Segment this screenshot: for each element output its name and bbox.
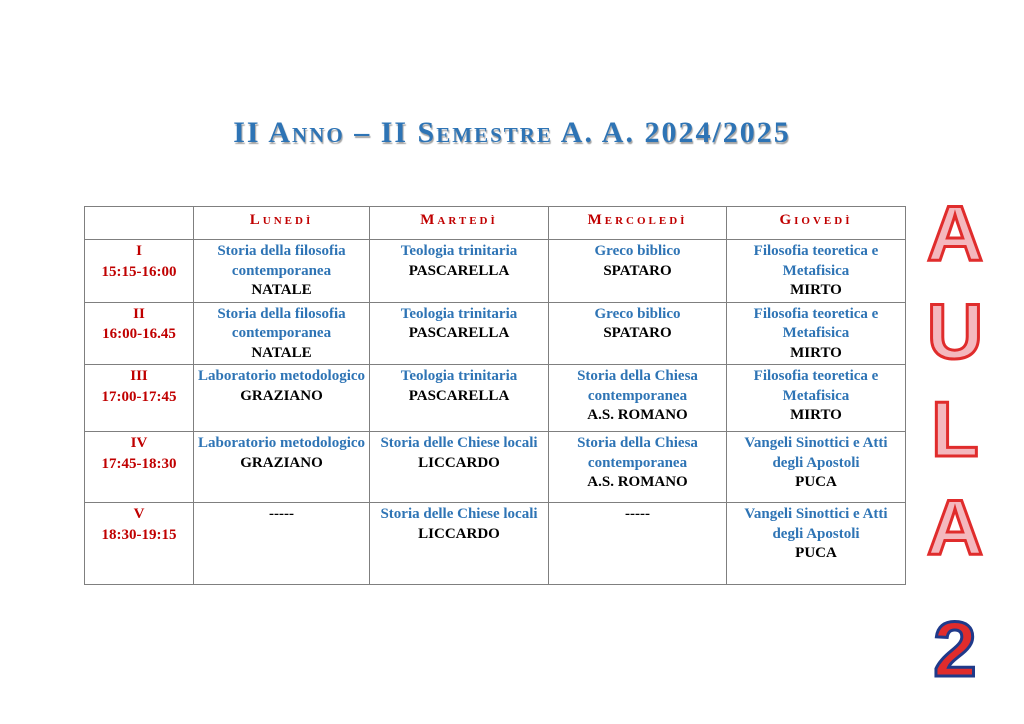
slot-time: 17:00-17:45 bbox=[101, 388, 177, 405]
corner-cell bbox=[85, 207, 194, 240]
table-row bbox=[85, 302, 906, 365]
lesson-cell bbox=[727, 302, 906, 365]
empty-slot: ----- bbox=[625, 506, 650, 523]
professor-name: MIRTO bbox=[790, 344, 842, 361]
subject-name: Storia della filosofia contemporanea bbox=[217, 305, 346, 342]
subject-name: Storia della Chiesa contemporanea bbox=[577, 435, 698, 471]
subject-name: Teologia trinitaria bbox=[400, 305, 518, 322]
professor-name: PASCARELLA bbox=[408, 387, 510, 404]
subject-name: Filosofia teoretica e Metafisica bbox=[753, 305, 879, 342]
day-header: Martedì bbox=[370, 207, 549, 240]
lesson-cell bbox=[194, 503, 370, 585]
aula-number: 2 bbox=[933, 605, 977, 693]
day-header: Lunedì bbox=[194, 207, 370, 240]
slot-number: I bbox=[136, 243, 142, 259]
professor-name: GRAZIANO bbox=[240, 454, 323, 471]
professor-name: A.S. ROMANO bbox=[587, 407, 688, 424]
subject-name: Greco biblico bbox=[594, 243, 681, 259]
professor-name: LICCARDO bbox=[418, 525, 500, 542]
subject-name: Filosofia teoretica e Metafisica bbox=[753, 243, 879, 279]
day-header: Mercoledì bbox=[549, 207, 727, 240]
lesson-cell bbox=[194, 302, 370, 365]
lesson-cell bbox=[194, 432, 370, 503]
lesson-cell bbox=[727, 365, 906, 432]
slot-time: 17:45-18:30 bbox=[101, 455, 177, 472]
professor-name: SPATARO bbox=[603, 325, 672, 342]
table-row bbox=[85, 240, 906, 303]
time-slot-cell bbox=[85, 503, 194, 585]
time-slot-cell bbox=[85, 432, 194, 503]
slot-number: II bbox=[133, 305, 145, 322]
slot-number: IV bbox=[130, 435, 148, 452]
lesson-cell bbox=[727, 432, 906, 503]
slot-number: V bbox=[133, 506, 145, 523]
professor-name: GRAZIANO bbox=[240, 387, 323, 404]
time-slot-cell bbox=[85, 302, 194, 365]
professor-name: NATALE bbox=[251, 282, 312, 298]
professor-name: PUCA bbox=[795, 474, 837, 491]
lesson-cell bbox=[549, 365, 727, 432]
subject-name: Vangeli Sinottici e Atti degli Apostoli bbox=[744, 506, 888, 542]
page-title: II Anno – II Semestre A. A. 2024/2025 bbox=[233, 116, 791, 149]
empty-slot: ----- bbox=[269, 506, 294, 523]
aula-label bbox=[915, 184, 995, 698]
subject-name: Laboratorio metodologico bbox=[197, 435, 366, 452]
lesson-cell bbox=[370, 365, 549, 432]
aula-letter: A bbox=[926, 483, 984, 571]
professor-name: MIRTO bbox=[790, 282, 842, 298]
subject-name: Vangeli Sinottici e Atti degli Apostoli bbox=[744, 435, 888, 471]
professor-name: PASCARELLA bbox=[408, 262, 510, 279]
professor-name: LICCARDO bbox=[418, 454, 500, 471]
professor-name: MIRTO bbox=[790, 407, 842, 424]
professor-name: PASCARELLA bbox=[408, 325, 510, 342]
professor-name: A.S. ROMANO bbox=[587, 474, 688, 491]
subject-name: Greco biblico bbox=[594, 305, 681, 322]
lesson-cell bbox=[370, 503, 549, 585]
aula-letter: L bbox=[931, 385, 979, 473]
lesson-cell bbox=[727, 240, 906, 303]
lesson-cell bbox=[370, 240, 549, 303]
lesson-cell bbox=[727, 503, 906, 585]
slot-time: 15:15-16:00 bbox=[101, 263, 177, 280]
slot-number: III bbox=[130, 368, 148, 385]
table-row bbox=[85, 503, 906, 585]
subject-name: Teologia trinitaria bbox=[400, 368, 518, 385]
professor-name: NATALE bbox=[251, 344, 312, 361]
day-header: Giovedì bbox=[727, 207, 906, 240]
aula-letter: A bbox=[926, 189, 984, 277]
lesson-cell bbox=[370, 432, 549, 503]
timetable bbox=[84, 206, 906, 585]
subject-name: Storia della filosofia contemporanea bbox=[217, 243, 346, 279]
lesson-cell bbox=[194, 365, 370, 432]
table-row bbox=[85, 432, 906, 503]
header-row bbox=[85, 207, 906, 240]
subject-name: Storia della Chiesa contemporanea bbox=[577, 368, 698, 404]
lesson-cell bbox=[549, 302, 727, 365]
subject-name: Teologia trinitaria bbox=[400, 243, 518, 259]
slot-time: 18:30-19:15 bbox=[101, 526, 177, 543]
subject-name: Storia delle Chiese locali bbox=[380, 435, 538, 452]
time-slot-cell bbox=[85, 240, 194, 303]
aula-letter: U bbox=[926, 287, 984, 375]
lesson-cell bbox=[549, 432, 727, 503]
time-slot-cell bbox=[85, 365, 194, 432]
lesson-cell bbox=[549, 503, 727, 585]
subject-name: Laboratorio metodologico bbox=[197, 368, 366, 385]
subject-name: Storia delle Chiese locali bbox=[380, 506, 538, 523]
subject-name: Filosofia teoretica e Metafisica bbox=[753, 368, 879, 404]
lesson-cell bbox=[370, 302, 549, 365]
table-row bbox=[85, 365, 906, 432]
professor-name: SPATARO bbox=[603, 262, 672, 279]
lesson-cell bbox=[549, 240, 727, 303]
slot-time: 16:00-16.45 bbox=[102, 326, 176, 343]
lesson-cell bbox=[194, 240, 370, 303]
professor-name: PUCA bbox=[795, 545, 837, 562]
